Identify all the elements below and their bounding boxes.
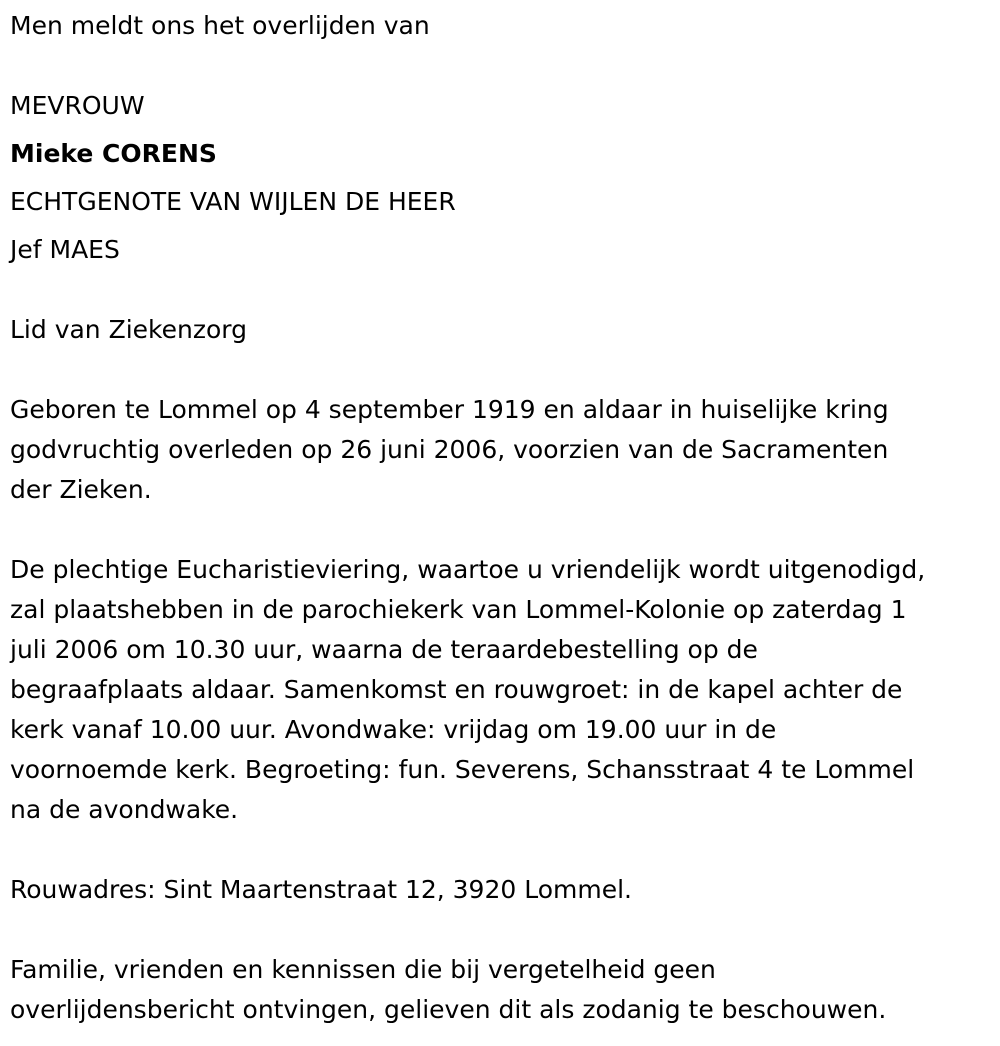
spacer xyxy=(10,270,995,310)
intro-text: Men meldt ons het overlijden van xyxy=(10,11,430,40)
birth-line: Geboren te Lommel op 4 september 1919 en aldaar in huiselijke kring xyxy=(10,395,889,424)
ceremony-line: De plechtige Eucharistieviering, waartoe u vriendelijk wordt uitgenodigd, xyxy=(10,555,926,584)
birth-line: der Zieken. xyxy=(10,475,152,504)
birth-line: godvruchtig overleden op 26 juni 2006, voorzien van de Sacramenten xyxy=(10,435,889,464)
death-notice xyxy=(10,6,995,1030)
spacer xyxy=(10,46,995,86)
ceremony-line: begraafplaats aldaar. Samenkomst en rouwgroet: in de kapel achter de xyxy=(10,675,903,704)
spacer xyxy=(10,910,995,950)
ceremony-line: juli 2006 om 10.30 uur, waarna de teraardebestelling op de xyxy=(10,635,758,664)
closing-paragraph xyxy=(10,950,995,1030)
relation-text: ECHTGENOTE VAN WIJLEN DE HEER xyxy=(10,187,456,216)
spacer xyxy=(10,350,995,390)
title-text: MEVROUW xyxy=(10,91,145,120)
ceremony-paragraph xyxy=(10,550,995,830)
birth-paragraph xyxy=(10,390,995,510)
mourning-address: Rouwadres: Sint Maartenstraat 12, 3920 Lommel. xyxy=(10,875,632,904)
spacer xyxy=(10,510,995,550)
closing-line: overlijdensbericht ontvingen, gelieven dit als zodanig te beschouwen. xyxy=(10,995,887,1024)
ceremony-line: zal plaatshebben in de parochiekerk van Lommel-Kolonie op zaterdag 1 xyxy=(10,595,907,624)
spouse-name: Jef MAES xyxy=(10,235,120,264)
ceremony-line: na de avondwake. xyxy=(10,795,239,824)
ceremony-line: voornoemde kerk. Begroeting: fun. Severens, Schansstraat 4 te Lommel xyxy=(10,755,915,784)
ceremony-line: kerk vanaf 10.00 uur. Avondwake: vrijdag om 19.00 uur in de xyxy=(10,715,777,744)
spacer xyxy=(10,830,995,870)
deceased-name: Mieke CORENS xyxy=(10,139,217,168)
closing-line: Familie, vrienden en kennissen die bij vergetelheid geen xyxy=(10,955,716,984)
membership-text: Lid van Ziekenzorg xyxy=(10,315,247,344)
